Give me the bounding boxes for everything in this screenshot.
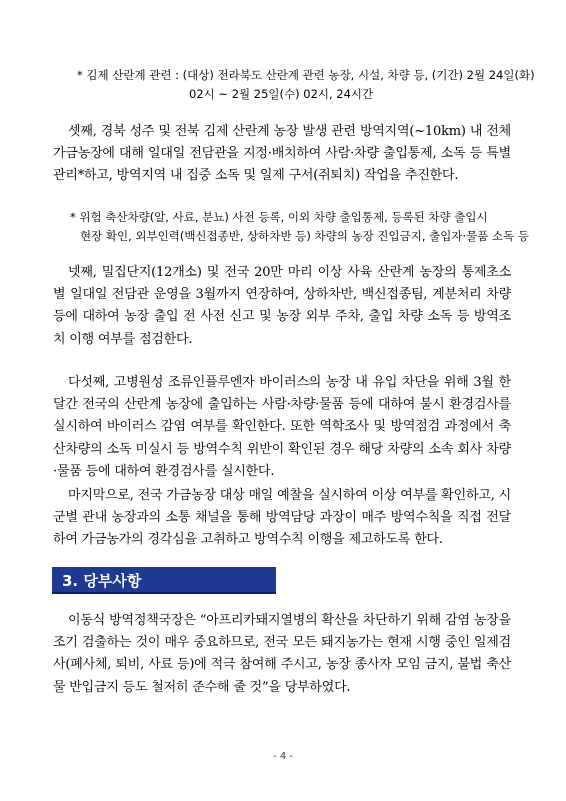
paragraph-request <box>53 610 511 699</box>
footnote-line: * 위험 축산차량(알, 사료, 분뇨) 사전 등록, 이외 차량 출입통제, 등록된 차량 출입시 <box>70 210 488 224</box>
paragraph-fourth <box>53 262 511 351</box>
paragraph-text: 마지막으로, 전국 가금농장 대상 매일 예찰을 실시하여 이상 여부를 확인하고, 시군별 관내 농장과의 소통 채널을 통해 방역담당 과장이 매주 방역수칙을 직접 전달하여 가금농가의 경각심을 고취하고 방역수칙 이행을 제고하도록 한다. <box>53 488 511 548</box>
paragraph-text: 다섯째, 고병원성 조류인플루엔자 바이러스의 농장 내 유입 차단을 위해 3월 한달간 전국의 산란계 농장에 출입하는 사람·차량·물품 등에 대하여 불시 환경검사를 실시하여 바이러스 감염 여부를 확인한다. 또한 역학조사 및 방역점검 과정에서 축산차량의 소독 미실시 등 방역수칙 위반이 확인된 경우 해당 차량의 소속 회사 차량·물품 등에 대하여 환경검사를 실시한다. <box>53 375 511 479</box>
paragraph-text: 셋째, 경북 성주 및 전북 김제 산란계 농장 발생 관련 방역지역(~10km) 내 전체 가금농장에 대해 일대일 전담관을 지정·배치하여 사람·차량 출입통제, 소독 등 특별관리*하고, 방역지역 내 집중 소독 및 일제 구서(쥐퇴치) 작업을 추진한다. <box>53 124 511 184</box>
footnote-risk-vehicles <box>70 208 530 246</box>
paragraph-last <box>53 485 511 552</box>
footnote-line: 현장 확인, 외부인력(백신접종반, 상하차반 등) 차량의 농장 진입금지, 출입자·물품 소독 등 <box>80 229 529 243</box>
paragraph-fifth <box>53 372 511 483</box>
footnote-line: 02시 ~ 2월 25일(수) 02시, 24시간 <box>189 87 374 101</box>
section-heading <box>52 567 276 594</box>
paragraph-text: 넷째, 밀집단지(12개소) 및 전국 20만 마리 이상 사육 산란계 농장의 통제초소별 일대일 전담관 운영을 3월까지 연장하여, 상하차반, 백신접종팀, 계분처리 차량 등에 대하여 농장 출입 전 사전 신고 및 농장 외부 주차, 출입 차량 소독 등 방역조치 이행 여부를 점검한다. <box>53 265 511 347</box>
footnote-line: * 김제 산란계 관련 : (대상) 전라북도 산란계 관련 농장, 시설, 차량 등, (기간) 2월 24일(화) <box>77 68 535 82</box>
paragraph-text: 이동식 방역정책국장은 “아프리카돼지열병의 확산을 차단하기 위해 감염 농장을 조기 검출하는 것이 매우 중요하므로, 전국 모든 돼지농가는 현재 시행 중인 일제검사(폐사체, 퇴비, 사료 등)에 적극 참여해 주시고, 농장 종사자 모임 금지, 불법 축산물 반입금지 등도 철저히 준수해 줄 것”을 당부하였다. <box>53 613 511 695</box>
section-heading-text: 3. 당부사항 <box>62 572 142 590</box>
page-number: - 4 - <box>273 751 293 762</box>
paragraph-third <box>53 121 511 188</box>
footnote-inspection-target <box>77 66 535 104</box>
